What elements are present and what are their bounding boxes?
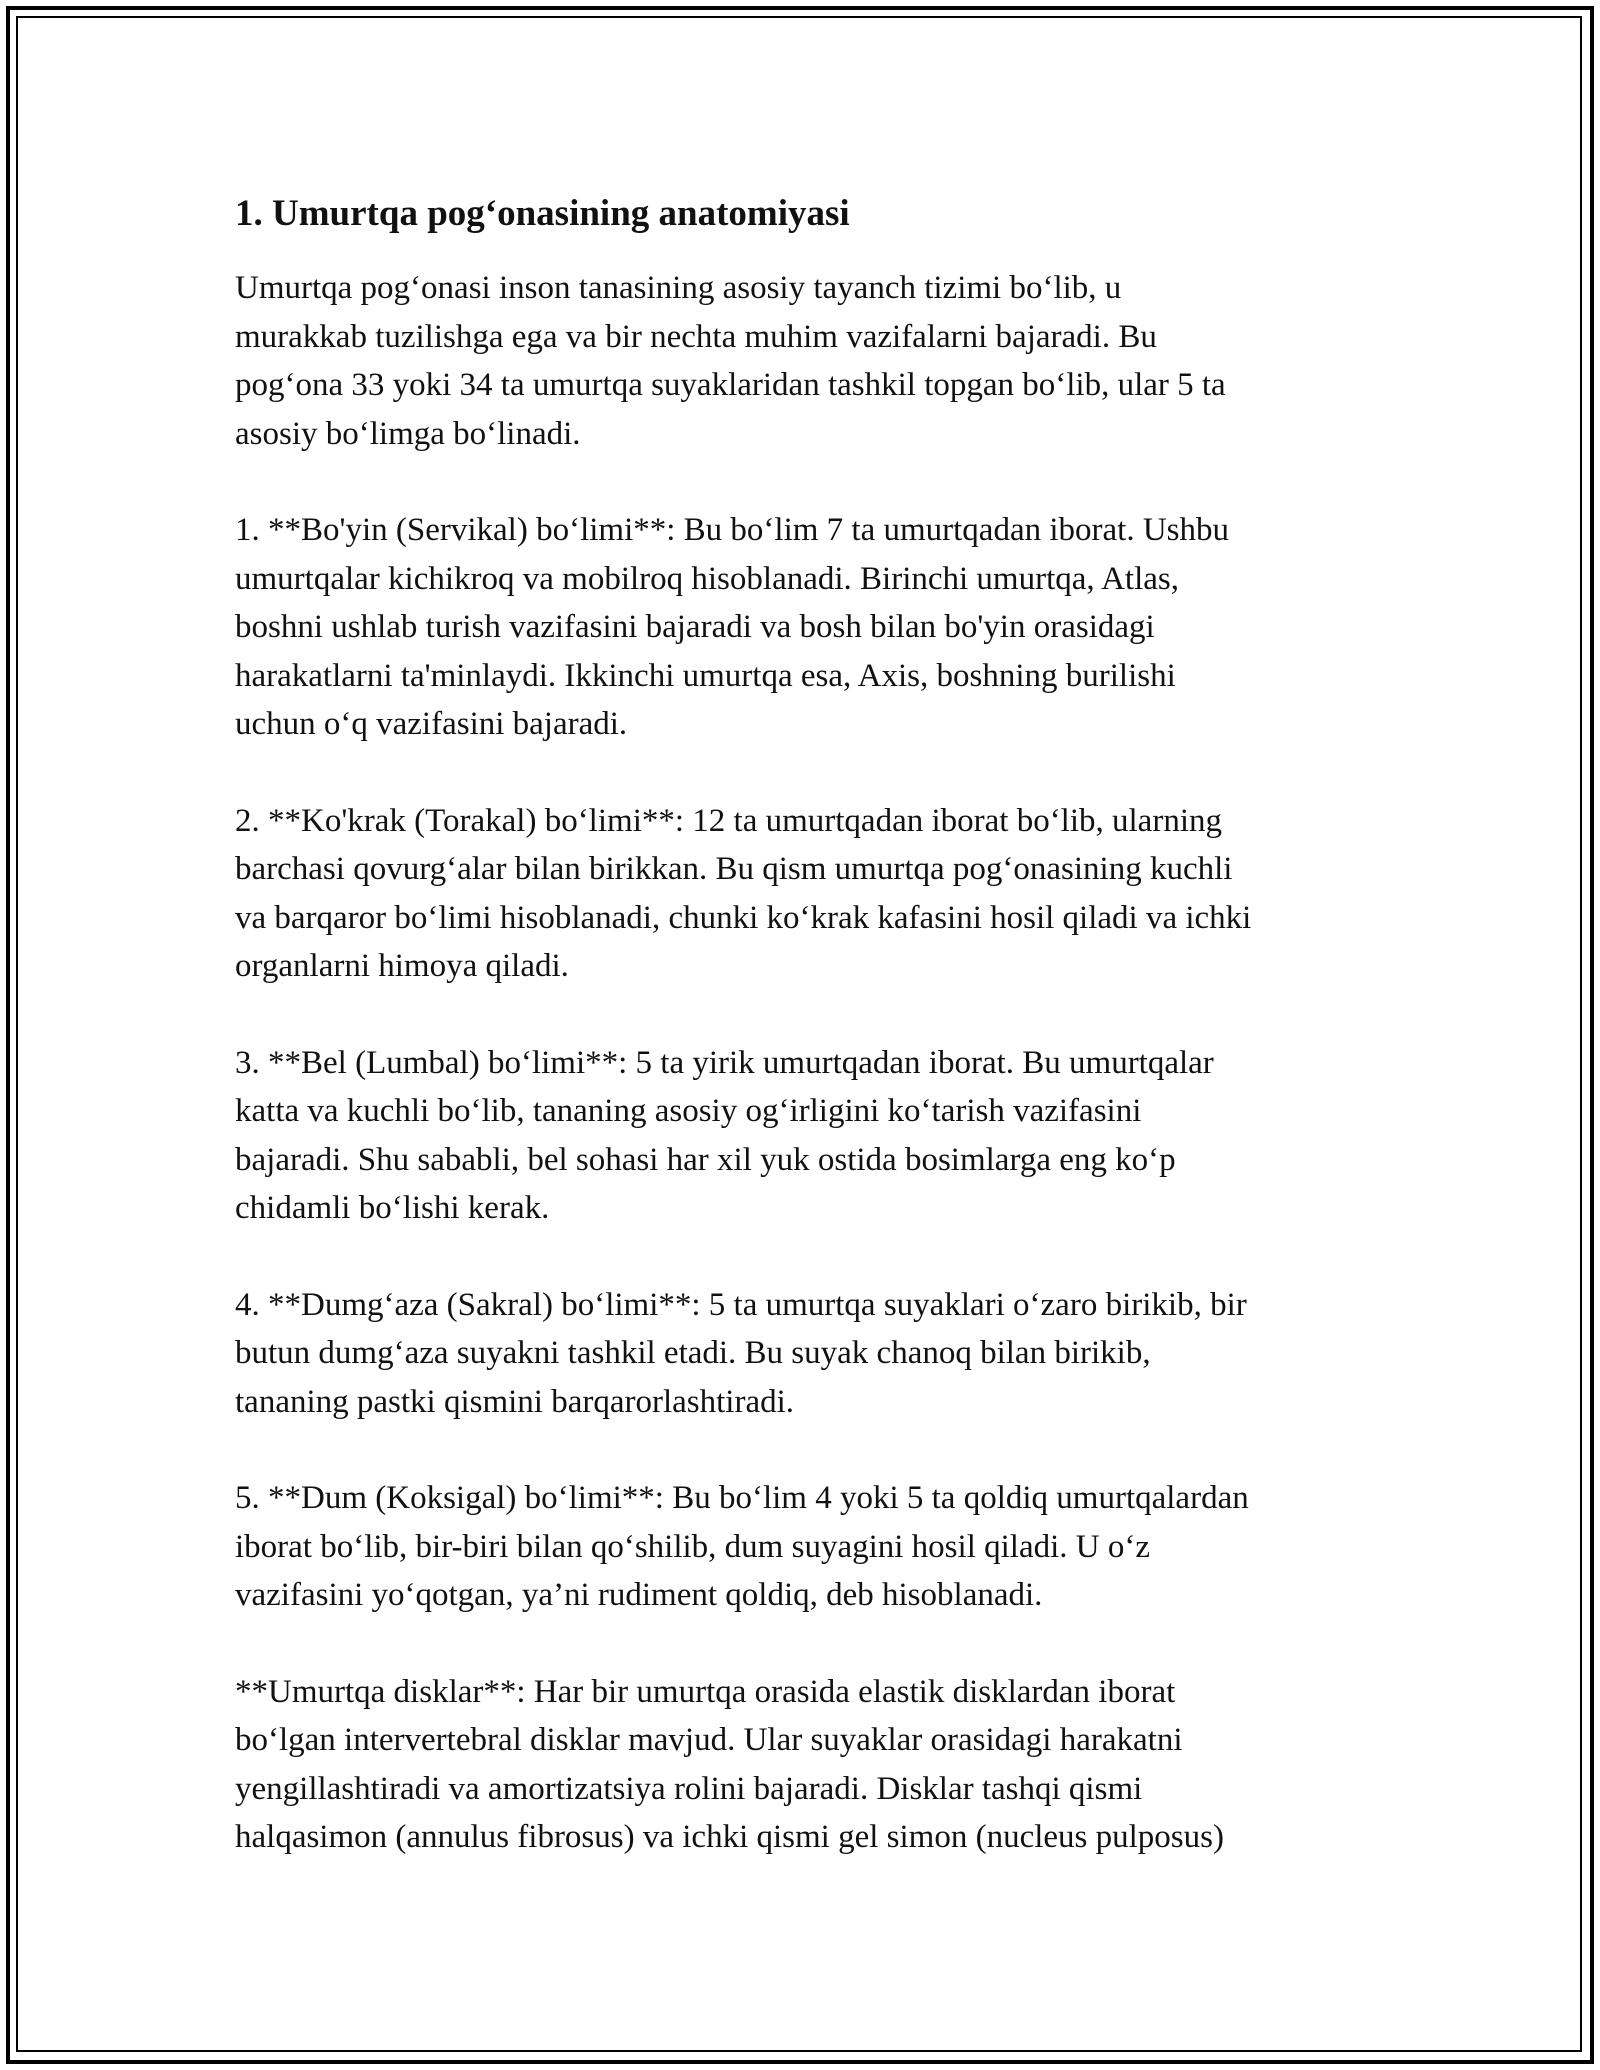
- thoracic-paragraph: 2. **Ko'krak (Torakal) bo‘limi**: 12 ta umurtqadan iborat bo‘lib, ularning barchasi qovurg‘alar bilan birikkan. Bu qism umurtqa pog‘onasining kuchli va barqaror bo‘limi hisoblanadi, chunki ko‘krak kafasini hosil qiladi va ichki organlarni himoya qiladi.: [235, 802, 1252, 984]
- coccygeal-paragraph: 5. **Dum (Koksigal) bo‘limi**: Bu bo‘lim 4 yoki 5 ta qoldiq umurtqalardan iborat bo‘lib, bir-biri bilan qo‘shilib, dum suyagini hosil qiladi. U o‘z vazifasini yo‘qotgan, ya’ni rudiment qoldiq, deb hisoblanadi.: [235, 1480, 1249, 1613]
- section-heading: 1. Umurtqa pog‘onasining anatomiyasi: [235, 193, 850, 234]
- discs-paragraph: **Umurtqa disklar**: Har bir umurtqa orasida elastik disklardan iborat bo‘lgan intervertebral disklar mavjud. Ular suyaklar orasidagi harakatni yengillashtiradi va amortizatsiya rolini bajaradi. Disklar tashqi qismi halqasimon (annulus fibrosus) va ichki qismi gel simon (nucleus pulposus): [235, 1673, 1224, 1855]
- sacral-paragraph: 4. **Dumg‘aza (Sakral) bo‘limi**: 5 ta umurtqa suyaklari o‘zaro birikib, bir butun dumg‘aza suyakni tashkil etadi. Bu suyak chanoq bilan birikib, tananing pastki qismini barqarorlashtiradi.: [235, 1286, 1247, 1420]
- lumbar-paragraph: 3. **Bel (Lumbal) bo‘limi**: 5 ta yirik umurtqadan iborat. Bu umurtqalar katta va kuchli bo‘lib, tananing asosiy og‘irligini ko‘tarish vazifasini bajaradi. Shu sababli, bel sohasi har xil yuk ostida bosimlarga eng ko‘p chidamli bo‘lishi kerak.: [235, 1044, 1214, 1226]
- document-body: [235, 186, 1375, 1910]
- cervical-paragraph: 1. **Bo'yin (Servikal) bo‘limi**: Bu bo‘lim 7 ta umurtqadan iborat. Ushbu umurtqalar kichikroq va mobilroq hisoblanadi. Birinchi umurtqa, Atlas, boshni ushlab turish vazifasini bajaradi va bosh bilan bo'yin orasidagi harakatlarni ta'minlaydi. Ikkinchi umurtqa esa, Axis, boshning burilishi uchun o‘q vazifasini bajaradi.: [235, 512, 1229, 742]
- intro-paragraph: Umurtqa pog‘onasi inson tanasining asosiy tayanch tizimi bo‘lib, u murakkab tuzilishga ega va bir nechta muhim vazifalarni bajaradi. Bu pog‘ona 33 yoki 34 ta umurtqa suyaklaridan tashkil topgan bo‘lib, ular 5 ta asosiy bo‘limga bo‘linadi.: [235, 270, 1226, 452]
